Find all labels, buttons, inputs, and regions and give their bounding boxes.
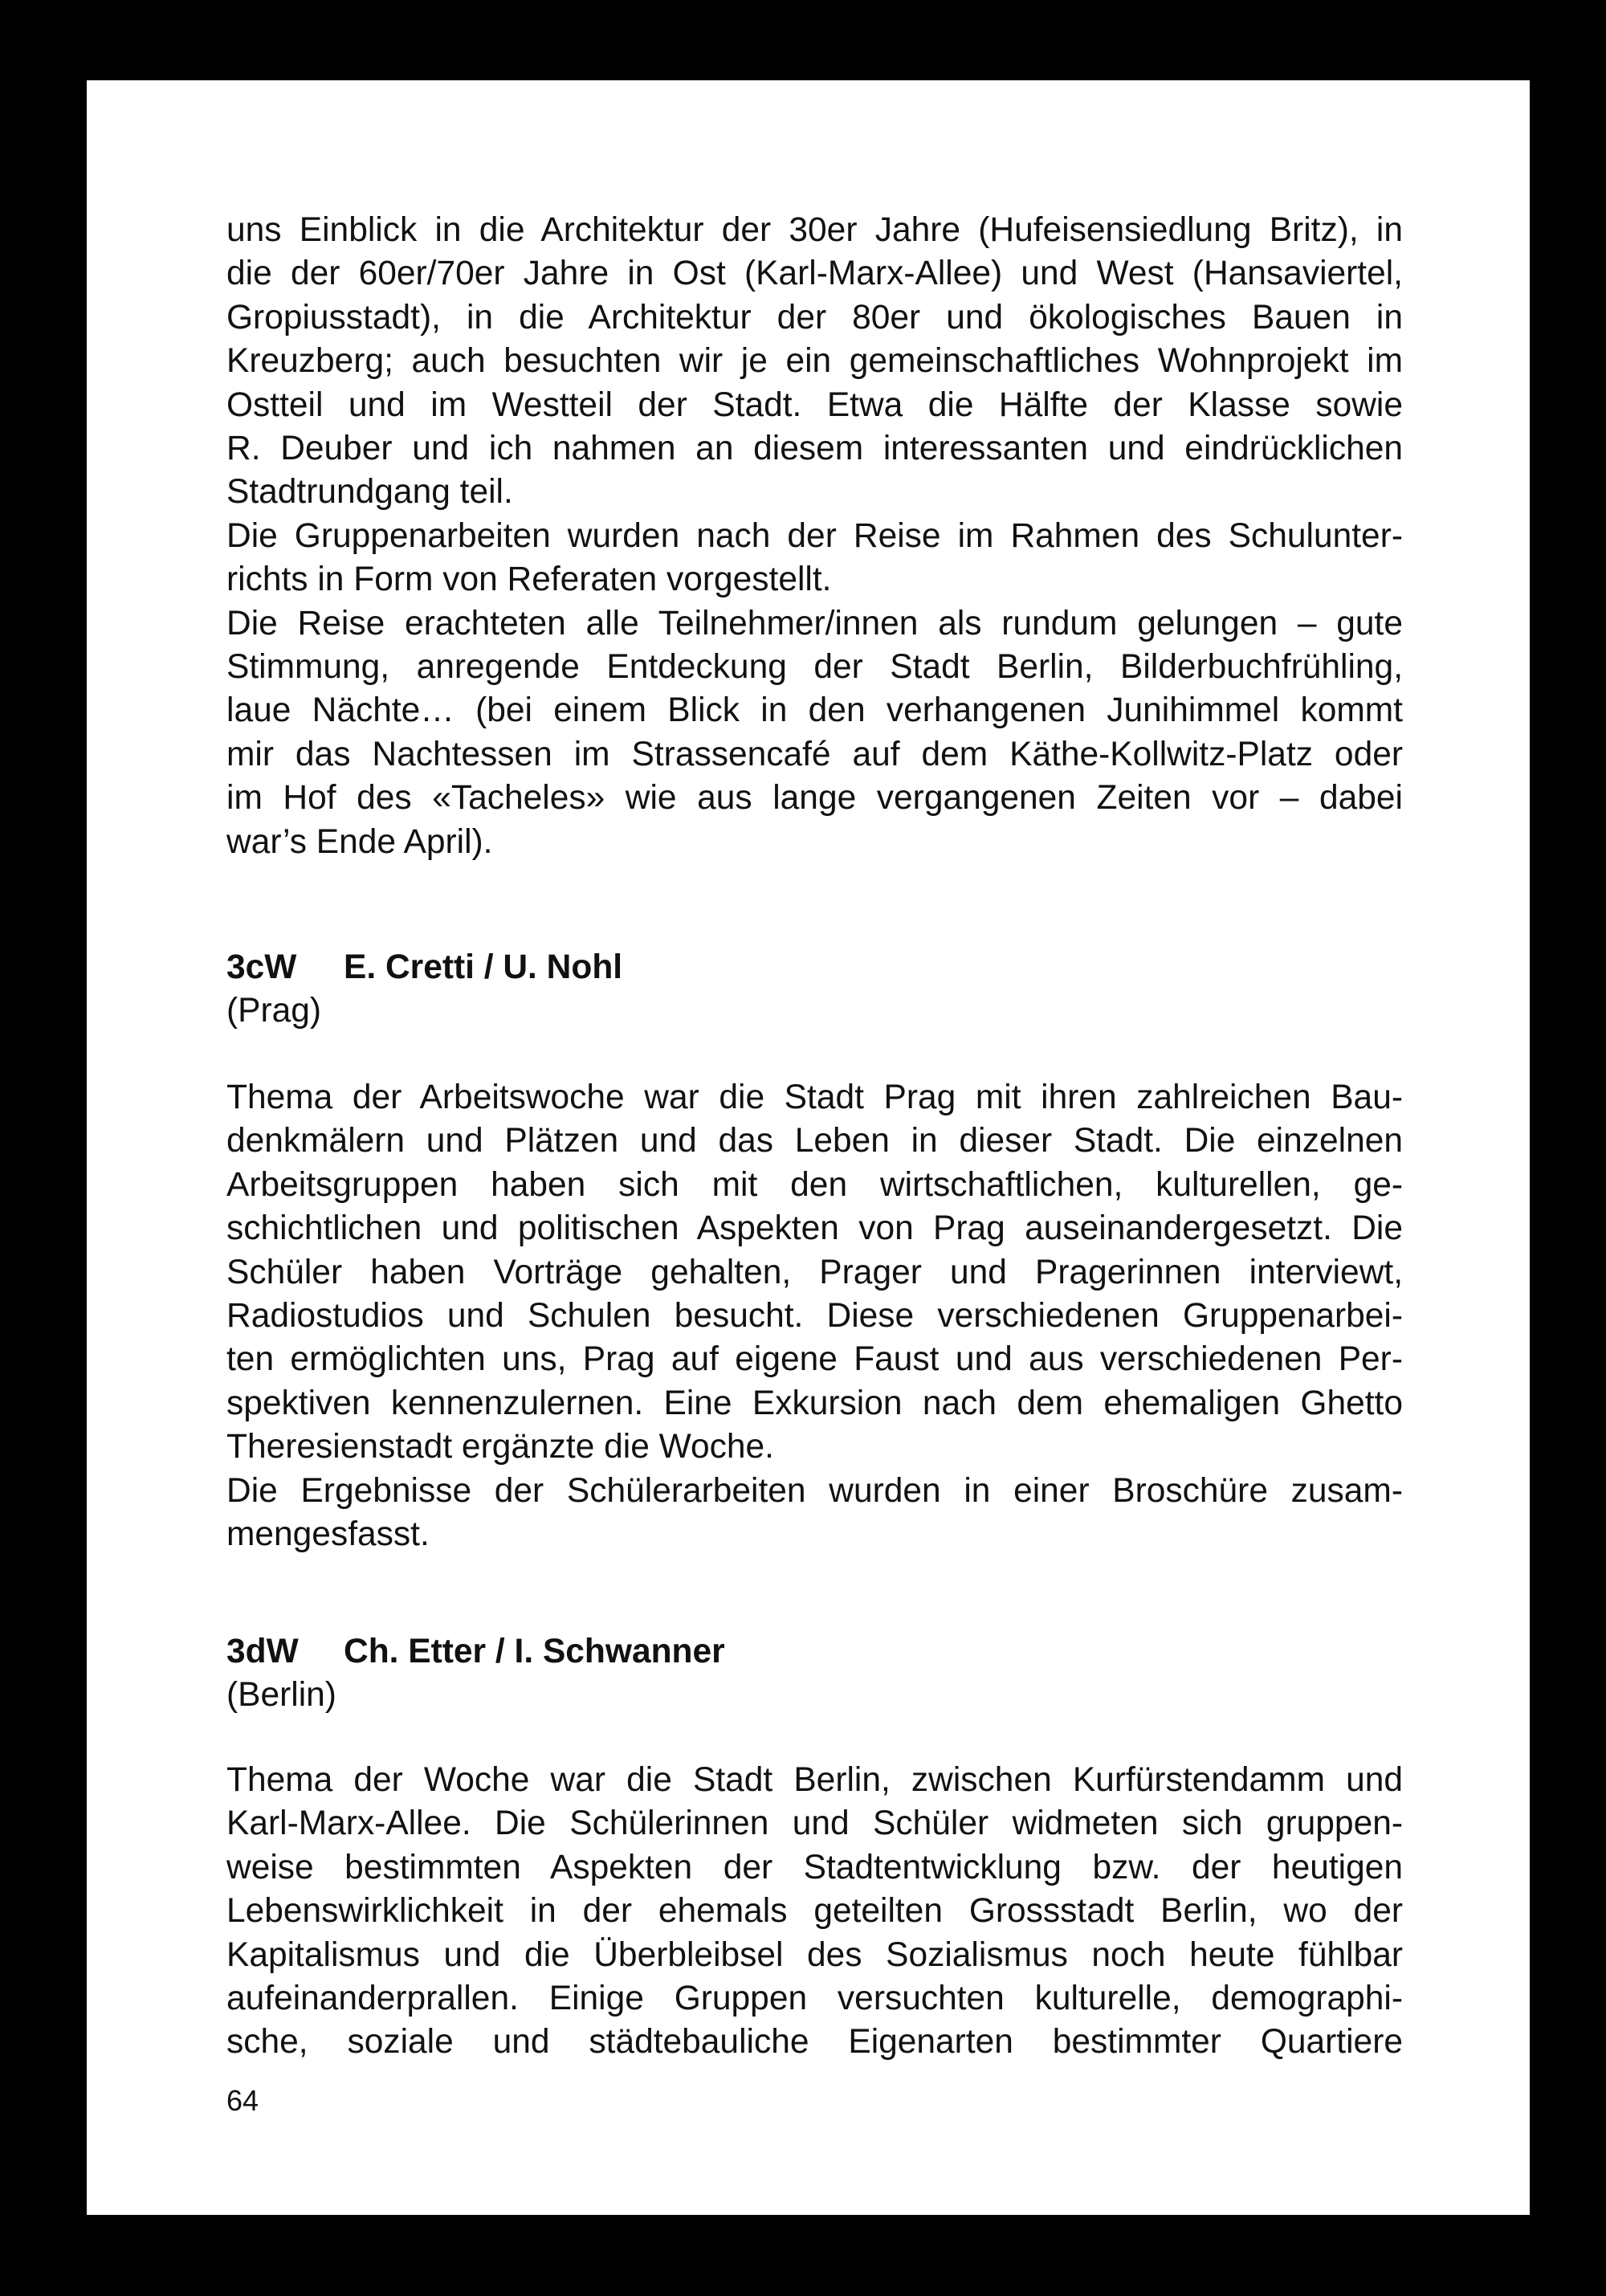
text-line: Kreuzberg; auch besuchten wir je ein gemeinschaftliches Wohnprojekt im: [226, 342, 1403, 381]
intro-text: [226, 209, 1403, 864]
text-line: richts in Form von Referaten vorgestellt.: [226, 561, 832, 599]
section-3cw-body: [226, 1076, 1403, 1556]
text-line: Theresienstadt ergänzte die Woche.: [226, 1428, 774, 1466]
text-line: im Hof des «Tacheles» wie aus lange vergangenen Zeiten vor – dabei: [226, 779, 1403, 818]
text-line: Kapitalismus und die Überbleibsel des Sozialismus noch heute fühlbar: [226, 1935, 1403, 1974]
text-line: laue Nächte… (bei einem Blick in den verhangenen Junihimmel kommt: [226, 691, 1403, 730]
destination: (Prag): [226, 992, 322, 1030]
text-line: spektiven kennenzulernen. Eine Exkursion nach dem ehemaligen Ghetto: [226, 1384, 1403, 1422]
text-line: Die Reise erachteten alle Teilnehmer/innen als rundum gelungen – gute: [226, 604, 1403, 642]
text-line: R. Deuber und ich nahmen an diesem interessanten und eindrücklichen: [226, 430, 1403, 468]
page-number: 64: [226, 2084, 259, 2117]
section-3cw: [226, 946, 1403, 1034]
text-line: mir das Nachtessen im Strassencafé auf dem Käthe-Kollwitz-Platz oder: [226, 735, 1403, 773]
text-line: mengesfasst.: [226, 1515, 430, 1554]
text-line: Thema der Arbeitswoche war die Stadt Prag mit ihren zahlreichen Bau-: [226, 1079, 1403, 1116]
class-code: 3dW: [226, 1633, 299, 1670]
section-heading: [226, 1630, 1403, 1674]
teacher-names: E. Cretti / U. Nohl: [344, 948, 623, 986]
text-line: war’s Ende April).: [226, 822, 493, 861]
text-line: Thema der Woche war die Stadt Berlin, zwischen Kurfürstendamm und: [226, 1761, 1403, 1799]
text-line: aufeinanderprallen. Einige Gruppen versuchten kulturelle, demographi-: [226, 1980, 1403, 2018]
text-line: Die Ergebnisse der Schülerarbeiten wurden in einer Broschüre zusam-: [226, 1471, 1403, 1510]
section-heading: [226, 946, 1403, 989]
text-line: Stimmung, anregende Entdeckung der Stadt Berlin, Bilderbuchfrühling,: [226, 648, 1403, 687]
document-page: [87, 80, 1530, 2215]
text-line: Gropiusstadt), in die Architektur der 80er und ökologisches Bauen in: [226, 298, 1403, 336]
text-line: denkmälern und Plätzen und das Leben in dieser Stadt. Die einzelnen: [226, 1122, 1403, 1160]
text-line: Schüler haben Vorträge gehalten, Prager und Pragerinnen interviewt,: [226, 1253, 1403, 1291]
text-line: Stadtrundgang teil.: [226, 473, 513, 512]
text-line: Die Gruppenarbeiten wurden nach der Reise im Rahmen des Schulunter-: [226, 516, 1403, 555]
text-line: weise bestimmten Aspekten der Stadtentwicklung bzw. der heutigen: [226, 1848, 1403, 1886]
text-line: Karl-Marx-Allee. Die Schülerinnen und Schüler widmeten sich gruppen-: [226, 1805, 1403, 1843]
text-line: schichtlichen und politischen Aspekten von Prag auseinandergesetzt. Die: [226, 1209, 1403, 1248]
section-3dw: [226, 1630, 1403, 1718]
text-line: Radiostudios und Schulen besucht. Diese verschiedenen Gruppenarbei-: [226, 1297, 1403, 1336]
class-code: 3cW: [226, 948, 297, 986]
text-line: ten ermöglichten uns, Prag auf eigene Faust und aus verschiedenen Per-: [226, 1340, 1403, 1379]
text-line: sche, soziale und städtebauliche Eigenarten bestimmter Quartiere: [226, 2023, 1403, 2062]
text-line: uns Einblick in die Architektur der 30er Jahre (Hufeisensiedlung Britz), in: [226, 211, 1403, 249]
destination: (Berlin): [226, 1676, 336, 1715]
text-line: Arbeitsgruppen haben sich mit den wirtschaftlichen, kulturellen, ge-: [226, 1165, 1403, 1204]
text-line: Lebenswirklichkeit in der ehemals geteilten Grossstadt Berlin, wo der: [226, 1892, 1403, 1931]
text-line: die der 60er/70er Jahre in Ost (Karl-Marx-Allee) und West (Hansaviertel,: [226, 255, 1403, 293]
section-3dw-body: [226, 1759, 1403, 2065]
teacher-names: Ch. Etter / I. Schwanner: [344, 1633, 725, 1670]
text-line: Ostteil und im Westteil der Stadt. Etwa die Hälfte der Klasse sowie: [226, 385, 1403, 424]
